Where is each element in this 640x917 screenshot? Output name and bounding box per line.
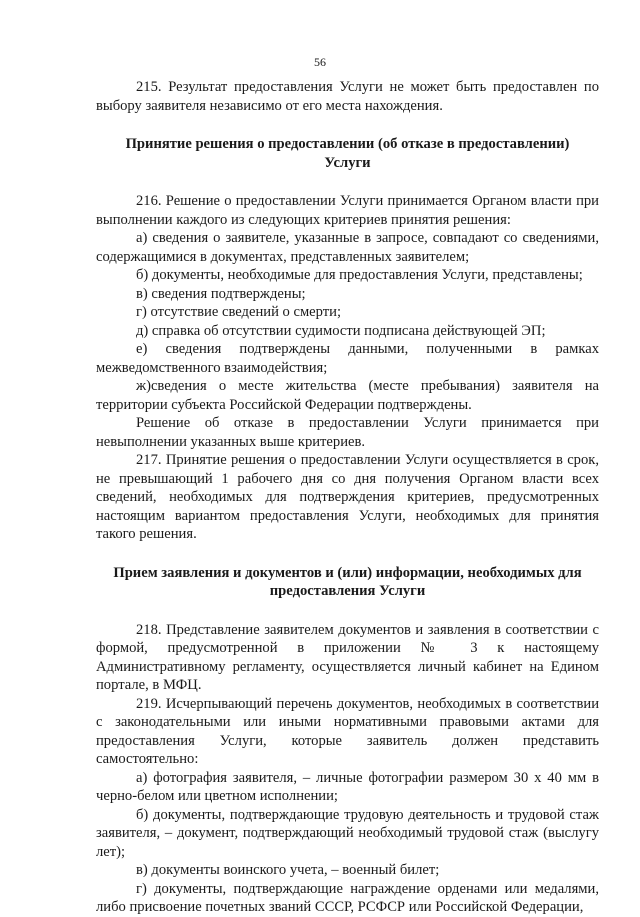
paragraph-216-d: д) справка об отсутствии судимости подписана действующей ЭП; <box>136 322 546 339</box>
paragraph-216-b: б) документы, необходимые для предоставления Услуги, представлены; <box>136 267 583 283</box>
paragraph-217: 217. Принятие решения о предоставлении Услуги осуществляется в срок, не превышающий 1 рабочего дня со дня получения Органом власти всех сведений, необходимых для подтверждения критериев, предусмотренных настоящим вариантом предоставления Услуги, необходимых для принятия такого решения. <box>96 452 599 542</box>
paragraph-219-b: б) документы, подтверждающие трудовую деятельность и трудовой стаж заявителя, – документ, подтверждающий необходимый трудовой стаж (выслугу лет); <box>96 806 599 860</box>
paragraph-219-g: г) документы, подтверждающие награждение орденами или медалями, либо присвоение почетных званий СССР, РСФСР или Российской Федерации, <box>96 880 599 915</box>
document-body <box>96 78 599 917</box>
paragraph-216-refusal: Решение об отказе в предоставлении Услуги принимается при невыполнении указанных выше критериев. <box>96 415 599 450</box>
paragraph-216-g: г) отсутствие сведений о смерти; <box>136 304 342 320</box>
page-number: 56 <box>314 55 326 69</box>
paragraph-215: 215. Результат предоставления Услуги не может быть предоставлен по выбору заявителя независимо от его места нахождения. <box>96 79 599 114</box>
paragraph-216-zh: ж)сведения о месте жительства (месте пребывания) заявителя на территории субъекта Российской Федерации подтверждены. <box>96 378 599 413</box>
paragraph-216-a: а) сведения о заявителе, указанные в запросе, совпадают со сведениями, содержащимися в документах, представленных заявителем; <box>96 230 599 265</box>
section-heading-application: Прием заявления и документов и (или) информации, необходимых для предоставления Услуги <box>113 564 582 599</box>
paragraph-216-v: в) сведения подтверждены; <box>136 285 306 302</box>
paragraph-219-a: а) фотография заявителя, – личные фотографии размером 30 х 40 мм в черно-белом или цветном исполнении; <box>96 769 599 804</box>
paragraph-216: 216. Решение о предоставлении Услуги принимается Органом власти при выполнении каждого из следующих критериев принятия решения: <box>96 193 599 228</box>
section-heading-decision: Принятие решения о предоставлении (об отказе в предоставлении) Услуги <box>125 136 570 171</box>
paragraph-219-v: в) документы воинского учета, – военный билет; <box>136 862 440 878</box>
paragraph-216-e: е) сведения подтверждены данными, полученными в рамках межведомственного взаимодействия; <box>96 341 599 376</box>
paragraph-218: 218. Представление заявителем документов и заявления в соответствии с формой, предусмотренной в приложении № 3 к настоящему Административному регламенту, осуществляется личный кабинет на Едином портале, в МФЦ. <box>96 621 599 693</box>
paragraph-219: 219. Исчерпывающий перечень документов, необходимых в соответствии с законодательными или иными нормативными правовыми актами для предоставления Услуги, которые заявитель должен представить самостоятельно: <box>96 695 599 767</box>
